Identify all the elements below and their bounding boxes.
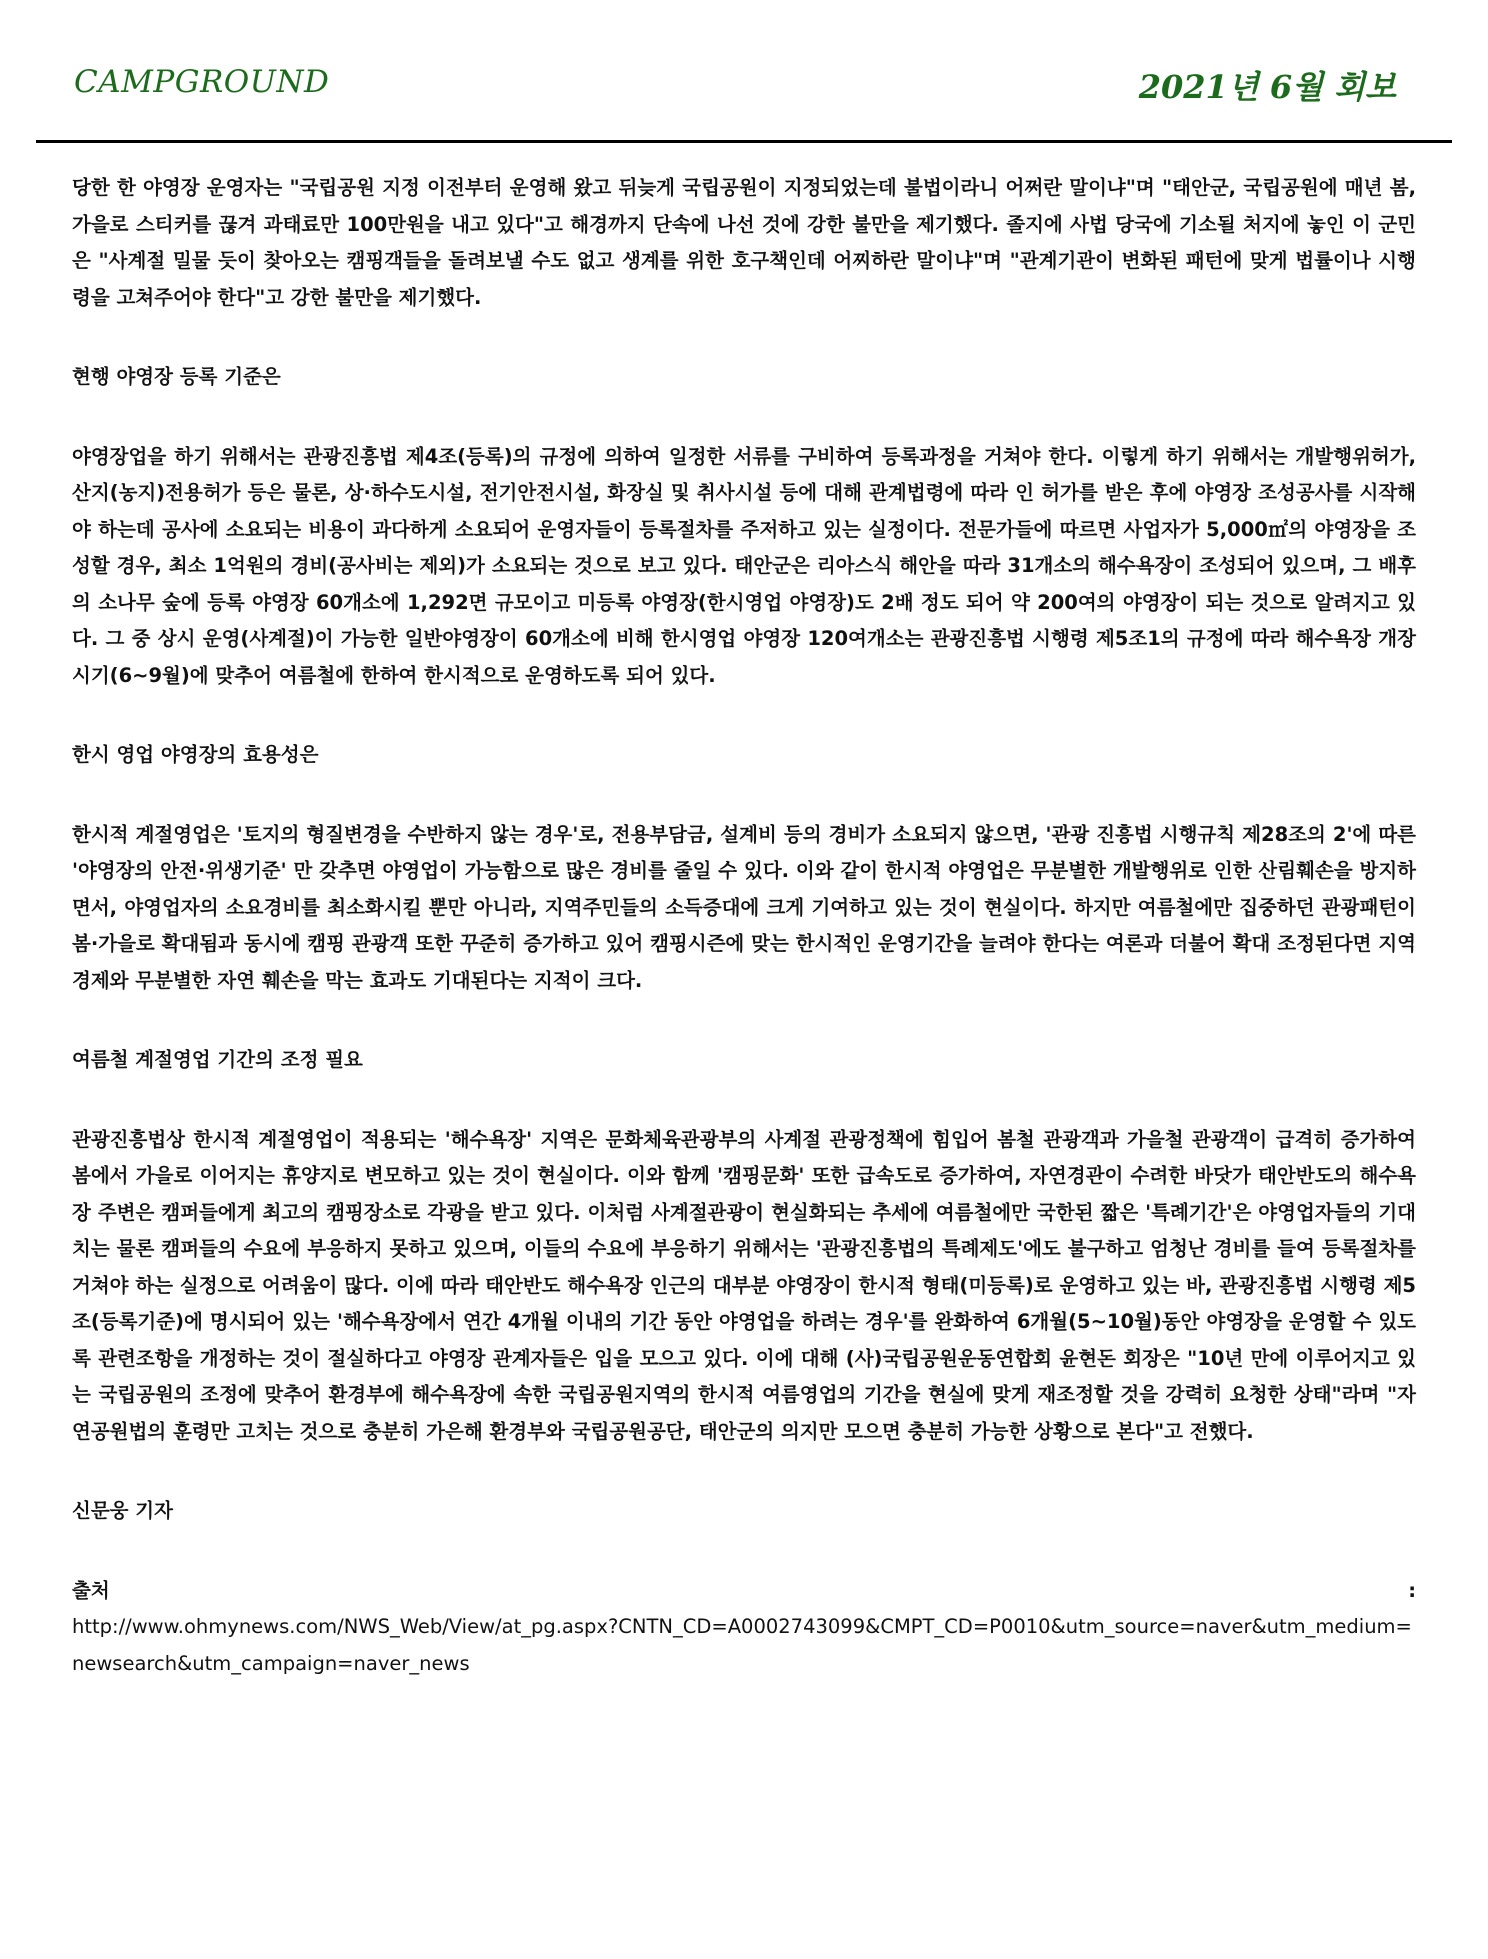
header-divider [36,140,1452,143]
source-label: 출처 [72,1578,110,1602]
source-url-link[interactable]: http://www.ohmynews.com/NWS_Web/View/at_pg.aspx?CNTN_CD=A0002743099&CMPT_CD=P0010&utm_source=naver&utm_medium=newsearch&utm_campaign=naver_news [72,1615,1412,1675]
article-intro-paragraph: 당한 한 야영장 운영자는 "국립공원 지정 이전부터 운영해 왔고 뒤늦게 국립공원이 지정되었는데 불법이라니 어쩌란 말이냐"며 "태안군, 국립공원에 매년 봄, 가을로 스티커를 끊겨 과태료만 100만원을 내고 있다"고 해경까지 단속에 나선 것에 강한 불만을 제기했다. 졸지에 사법 당국에 기소될 처지에 놓인 이 군민은 "사계절 밀물 듯이 찾아오는 캠핑객들을 돌려보낼 수도 없고 생계를 위한 호구책인데 어찌하란 말이냐"며 "관계기관이 변화된 패턴에 맞게 법률이나 시행령을 고쳐주어야 한다"고 강한 불만을 제기했다. [72,176,1416,309]
source-label-row [72,1573,1416,1610]
page-header [36,56,1452,116]
header-issue-date: 2021년 6월 회보 [1138,68,1396,106]
section-body-registration: 야영장업을 하기 위해서는 관광진흥법 제4조(등록)의 규정에 의하여 일정한 서류를 구비하여 등록과정을 거쳐야 한다. 이렇게 하기 위해서는 개발행위허가, 산지(농지)전용허가 등은 물론, 상·하수도시설, 전기안전시설, 화장실 및 취사시설 등에 대해 관계법령에 따라 인 허가를 받은 후에 야영장 조성공사를 시작해야 하는데 공사에 소요되는 비용이 과다하게 소요되어 운영자들이 등록절차를 주저하고 있는 실정이다. 전문가들에 따르면 사업자가 5,000㎡의 야영장을 조성할 경우, 최소 1억원의 경비(공사비는 제외)가 소요되는 것으로 보고 있다. 태안군은 리아스식 해안을 따라 31개소의 해수욕장이 조성되어 있으며, 그 배후의 소나무 숲에 등록 야영장 60개소에 1,292면 규모이고 미등록 야영장(한시영업 야영장)도 2배 정도 되어 약 200여의 야영장이 되는 것으로 알려지고 있다. 그 중 상시 운영(사계절)이 가능한 일반야영장이 60개소에 비해 한시영업 야영장 120여개소는 관광진흥법 시행령 제5조1의 규정에 따라 해수욕장 개장시기(6~9월)에 맞추어 여름철에 한하여 한시적으로 운영하도록 되어 있다. [72,444,1416,687]
section-body-adjustment: 관광진흥법상 한시적 계절영업이 적용되는 '해수욕장' 지역은 문화체육관광부의 사계절 관광정책에 힘입어 봄철 관광객과 가을철 관광객이 급격히 증가하여 봄에서 가을로 이어지는 휴양지로 변모하고 있는 것이 현실이다. 이와 함께 '캠핑문화' 또한 급속도로 증가하여, 자연경관이 수려한 바닷가 태안반도의 해수욕장 주변은 캠퍼들에게 최고의 캠핑장소로 각광을 받고 있다. 이처럼 사계절관광이 현실화되는 추세에 여름철에만 국한된 짧은 '특례기간'은 야영업자들의 기대치는 물론 캠퍼들의 수요에 부응하지 못하고 있으며, 이들의 수요에 부응하기 위해서는 '관광진흥법의 특례제도'에도 불구하고 엄청난 경비를 들여 등록절차를 거쳐야 하는 실정으로 어려움이 많다. 이에 따라 태안반도 해수욕장 인근의 대부분 야영장이 한시적 형태(미등록)로 운영하고 있는 바, 관광진흥법 시행령 제5조(등록기준)에 명시되어 있는 '해수욕장에서 연간 4개월 이내의 기간 동안 야영업을 하려는 경우'를 완화하여 6개월(5~10월)동안 야영장을 운영할 수 있도록 관련조항을 개정하는 것이 절실하다고 야영장 관계자들은 입을 모으고 있다. 이에 대해 (사)국립공원운동연합회 윤현돈 회장은 "10년 만에 이루어지고 있는 국립공원의 조정에 맞추어 환경부에 해수욕장에 속한 국립공원지역의 한시적 여름영업의 기간을 현실에 맞게 재조정할 것을 강력히 요청한 상태"라며 "자연공원법의 훈령만 고치는 것으로 충분히 가은해 환경부와 국립공원공단, 태안군의 의지만 모으면 충분히 가능한 상황으로 본다"고 전했다. [72,1127,1416,1443]
article-byline: 신문웅 기자 [72,1499,173,1522]
source-colon: : [1408,1578,1416,1602]
section-body-usefulness: 한시적 계절영업은 '토지의 형질변경을 수반하지 않는 경우'로, 전용부담금, 설계비 등의 경비가 소요되지 않으면, '관광 진흥법 시행규칙 제28조의 2'에 따른 '야영장의 안전·위생기준' 만 갖추면 야영업이 가능함으로 많은 경비를 줄일 수 있다. 이와 같이 한시적 야영업은 무분별한 개발행위로 인한 산림훼손을 방지하면서, 야영업자의 소요경비를 최소화시킬 뿐만 아니라, 지역주민들의 소득증대에 크게 기여하고 있는 것이 현실이다. 하지만 여름철에만 집중하던 관광패턴이 봄·가을로 확대됨과 동시에 캠핑 관광객 또한 꾸준히 증가하고 있어 캠핑시즌에 맞는 한시적인 운영기간을 늘려야 한다는 여론과 더불어 확대 조정된다면 지역 경제와 무분별한 자연 훼손을 막는 효과도 기대된다는 지적이 크다. [72,822,1416,992]
section-title-registration: 현행 야영장 등록 기준은 [72,365,281,388]
section-title-usefulness: 한시 영업 야영장의 효용성은 [72,743,319,766]
article-body [72,170,1416,1682]
header-brand: CAMPGROUND [74,64,330,100]
section-title-adjustment: 여름철 계절영업 기간의 조정 필요 [72,1048,363,1071]
